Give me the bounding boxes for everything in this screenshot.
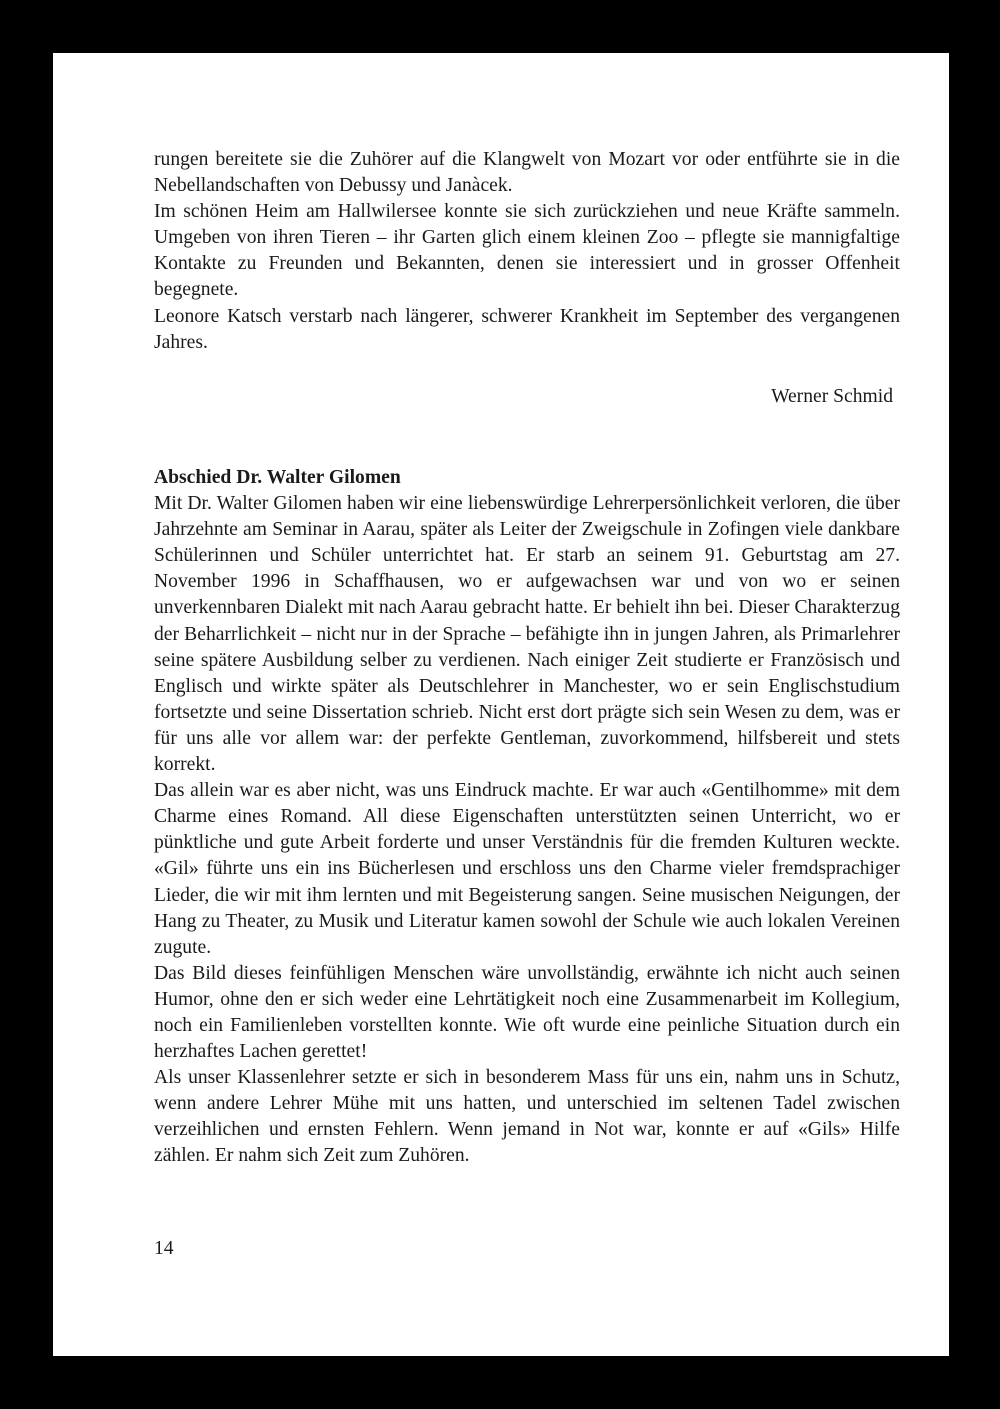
paragraph: Das Bild dieses feinfühligen Menschen wäre unvollständig, erwähnte ich nicht auch seinen Humor, ohne den er sich weder eine Lehrtätigkeit noch eine Zusammenarbeit im Kollegium, noch ein Familienleben vorstellten konnte. Wie oft wurde eine peinliche Situation durch ein herzhaftes Lachen gerettet! xyxy=(154,962,900,1063)
paragraph: Mit Dr. Walter Gilomen haben wir eine liebenswürdige Lehrerpersönlichkeit verloren, die über Jahrzehnte am Seminar in Aarau, später als Leiter der Zweigschule in Zofingen viele dankbare Schülerinnen und Schüler unterrichtet hat. Er starb an seinem 91. Geburtstag am 27. November 1996 in Schaffhausen, wo er aufgewachsen war und von wo er seinen unverkennbaren Dialekt mit nach Aarau gebracht hatte. Er behielt ihn bei. Dieser Charakterzug der Beharrlichkeit – nicht nur in der Sprache – befähigte ihn in jungen Jahren, als Primarlehrer seine spätere Ausbildung selber zu verdienen. Nach einiger Zeit studierte er Französisch und Englisch und wirkte später als Deutschlehrer in Manchester, wo er sein Englischstudium fortsetzte und seine Dissertation schrieb. Nicht erst dort prägte sich sein Wesen zu dem, was er für uns alle vor allem war: der perfekte Gentleman, zuvorkommend, hilfsbereit und stets korrekt. xyxy=(154,493,900,776)
document-page xyxy=(53,53,949,1356)
paragraph: Das allein war es aber nicht, was uns Eindruck machte. Er war auch «Gentilhomme» mit dem Charme eines Romand. All diese Eigenschaften unterstützten seinen Unterricht, wo er pünktliche und gute Arbeit forderte und unser Verständnis für die fremden Kulturen weckte. «Gil» führte uns ein ins Bücherlesen und erschloss uns den Charme vieler fremdsprachiger Lieder, die wir mit ihm lernten und mit Begeisterung sangen. Seine musischen Neigungen, der Hang zu Theater, zu Musik und Literatur kamen sowohl der Schule wie auch lokalen Vereinen zugute. xyxy=(154,780,900,958)
paragraph: Als unser Klassenlehrer setzte er sich in besonderem Mass für uns ein, nahm uns in Schutz, wenn andere Lehrer Mühe mit uns hatten, und unterschied im seltenen Tadel zwischen verzeihlichen und ernsten Fehlern. Wenn jemand in Not war, konnte er auf «Gils» Hilfe zählen. Er nahm sich Zeit zum Zuhören. xyxy=(154,1067,900,1167)
paragraph: Im schönen Heim am Hallwilersee konnte sie sich zurückziehen und neue Kräfte sammeln. Umgeben von ihren Tieren – ihr Garten glich einem kleinen Zoo – pflegte sie mannigfaltige Kontakte zu Freunden und Bekannten, denen sie interessiert und in grosser Offenheit begegnete. xyxy=(154,201,900,301)
page-number: 14 xyxy=(154,1238,174,1259)
paragraph: Leonore Katsch verstarb nach längerer, schwerer Krankheit im September des vergangenen Jahres. xyxy=(154,305,900,353)
obituary-gilomen-article xyxy=(154,465,900,1170)
obituary-katsch-text xyxy=(154,147,900,356)
paragraph: rungen bereitete sie die Zuhörer auf die Klangwelt von Mozart vor oder entführte sie in die Nebellandschaften von Debussy und Janàcek. xyxy=(154,149,900,197)
article-heading: Abschied Dr. Walter Gilomen xyxy=(154,467,401,488)
author-signature: Werner Schmid xyxy=(771,386,893,407)
